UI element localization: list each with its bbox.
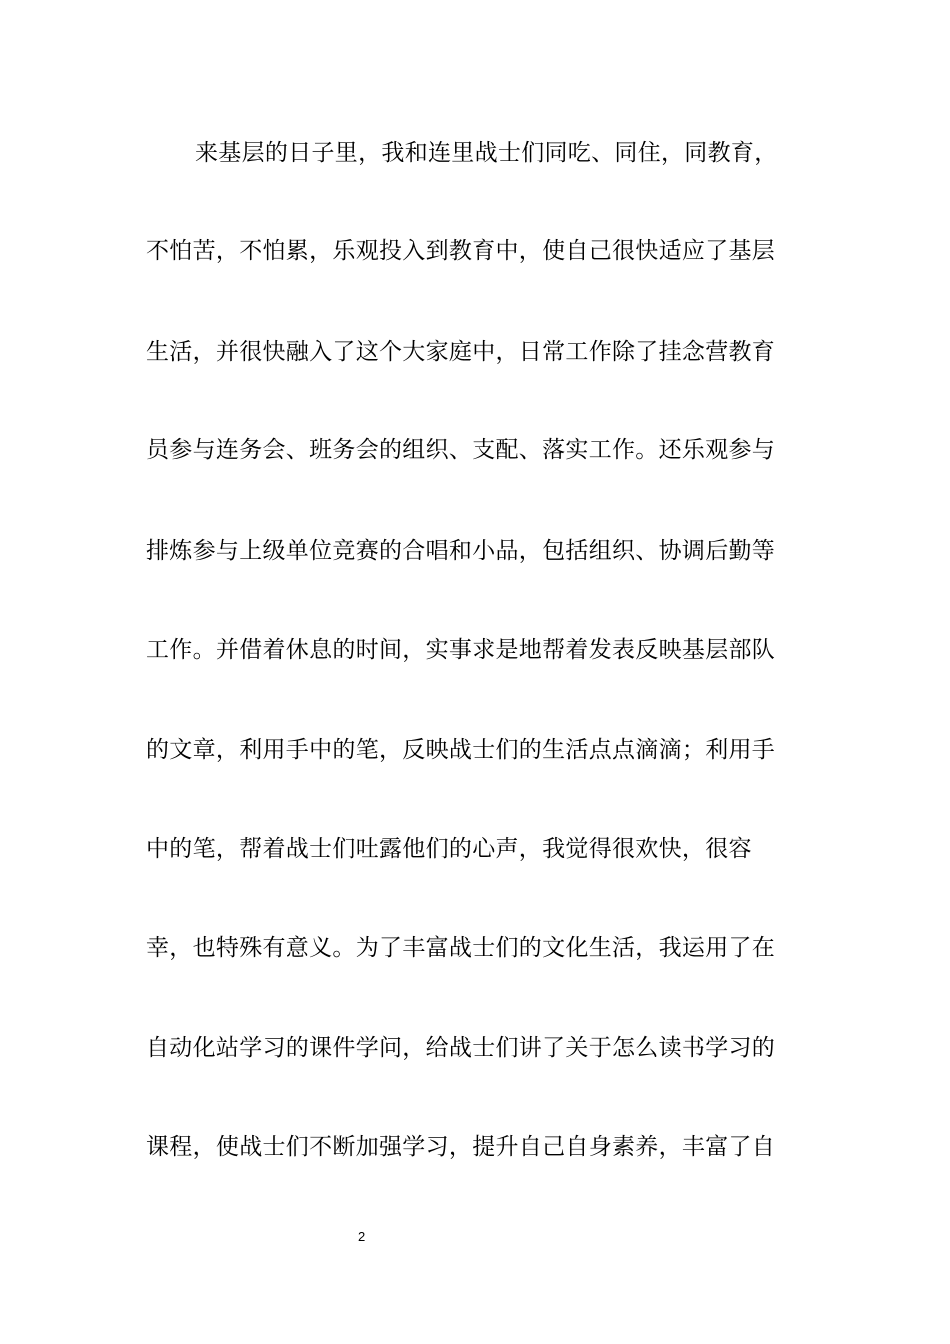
paragraph-line: 的文章，利用手中的笔，反映战士们的生活点点滴滴；利用手 <box>146 737 776 763</box>
paragraph-line: 员参与连务会、班务会的组织、支配、落实工作。还乐观参与 <box>146 437 776 463</box>
paragraph-line: 工作。并借着休息的时间，实事求是地帮着发表反映基层部队 <box>146 637 776 663</box>
paragraph-line: 中的笔，帮着战士们吐露他们的心声，我觉得很欢快，很容 <box>146 836 752 862</box>
paragraph-line: 不怕苦，不怕累，乐观投入到教育中，使自己很快适应了基层 <box>146 238 776 264</box>
paragraph-line: 自动化站学习的课件学问，给战士们讲了关于怎么读书学习的 <box>146 1035 776 1061</box>
paragraph-line: 来基层的日子里，我和连里战士们同吃、同住，同教育， <box>195 140 778 166</box>
paragraph-line: 排炼参与上级单位竞赛的合唱和小品，包括组织、协调后勤等 <box>146 538 776 564</box>
paragraph-line: 幸，也特殊有意义。为了丰富战士们的文化生活，我运用了在 <box>146 935 776 961</box>
page-number: 2 <box>358 1229 366 1244</box>
paragraph-line: 生活，并很快融入了这个大家庭中，日常工作除了挂念营教育 <box>146 339 776 365</box>
paragraph-line: 课程，使战士们不断加强学习，提升自己自身素养，丰富了自 <box>146 1134 776 1160</box>
